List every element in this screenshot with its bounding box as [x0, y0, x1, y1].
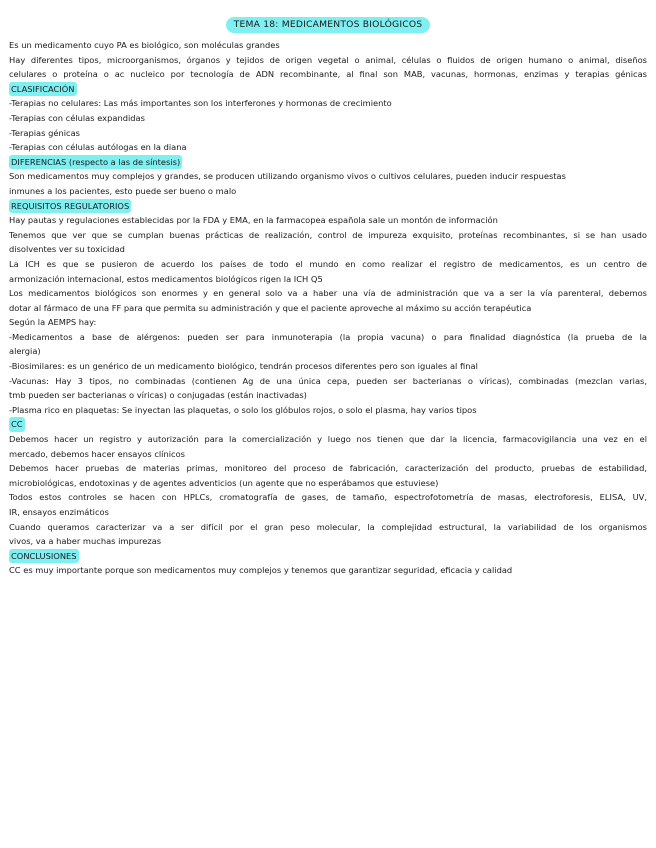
text-line: tmb pueden ser bacterianas o víricas) o conjugadas (están inactivadas) — [9, 390, 307, 401]
text-line: IR, ensayos enzimáticos — [9, 507, 109, 517]
text-line: Tenemos que ver que se cumplan buenas prácticas de realización, control de impureza exquisito, proteínas recombinantes, si se han usado — [9, 229, 647, 240]
text-line: -Vacunas: Hay 3 tipos, no combinadas (contienen Ag de una única cepa, pueden ser bacterianas o víricas), combinadas (mezclan varias, — [9, 375, 647, 386]
text-line: inmunes a los pacientes, esto puede ser bueno o malo — [9, 185, 237, 196]
section-heading-line — [9, 417, 647, 432]
text-line: CC es muy importante porque son medicamentos muy complejos y tenemos que garantizar seguridad, eficacia y calidad — [9, 565, 513, 576]
text-line: La ICH es que se pusieron de acuerdo los países de todo el mundo en como realizar el registro de medicamentos, es un centro de — [9, 258, 647, 269]
text-line: alergia) — [9, 346, 41, 357]
text-line: Todos estos controles se hacen con HPLCs, cromatografía de gases, de tamaño, espectrofotometría de masas, electroforesis, ELISA, UV, — [9, 492, 647, 503]
text-line: dotar al fármaco de una FF para que permita su administración y que el paciente aproveche al máximo su acción terapéutica — [9, 302, 532, 313]
text-line: vivos, va a haber muchas impurezas — [9, 536, 162, 547]
text-line: Son medicamentos muy complejos y grandes, se producen utilizando organismo vivos o cultivos celulares, pueden inducir respuestas — [9, 171, 566, 182]
section-heading: CLASIFICACIÓN — [9, 82, 77, 97]
text-line: -Terapias con células expandidas — [9, 112, 145, 123]
text-line: Es un medicamento cuyo PA es biológico, son moléculas grandes — [9, 40, 280, 50]
text-line: Cuando queramos caracterizar va a ser difícil por el gran peso molecular, la complejidad estructural, la variabilidad de los organismos — [9, 521, 647, 532]
section-heading-line — [9, 549, 647, 564]
title-wrapper — [0, 12, 656, 33]
section-heading-line — [9, 82, 647, 97]
section-heading: DIFERENCIAS (respecto a las de síntesis) — [9, 155, 182, 170]
text-line: Hay pautas y regulaciones establecidas por la FDA y EMA, en la farmacopea española sale un montón de información — [9, 215, 498, 226]
document-body — [9, 38, 647, 578]
text-line: celulares o proteína o ac nucleico por tecnología de ADN recombinante, al final son MAB, vacunas, hormonas, enzimas y terapias génicas — [9, 69, 647, 80]
section-heading-line — [9, 155, 647, 170]
text-line: -Terapias con células autólogas en la diana — [9, 142, 187, 153]
text-line: disolventes ver su toxicidad — [9, 244, 125, 255]
text-line: -Plasma rico en plaquetas: Se inyectan las plaquetas, o solo los glóbulos rojos, o solo el plasma, hay varios tipos — [9, 404, 477, 415]
section-heading: REQUISITOS REGULATORIOS — [9, 199, 131, 214]
page-title: TEMA 18: MEDICAMENTOS BIOLÓGICOS — [226, 17, 431, 33]
text-line: Hay diferentes tipos, microorganismos, órganos y tejidos de origen vegetal o animal, células o fluidos de origen humano o animal, diseños — [9, 54, 647, 65]
section-heading: CC — [9, 417, 25, 432]
text-line: mercado, debemos hacer ensayos clínicos — [9, 448, 186, 459]
text-line: armonización internacional, estos medicamentos biológicos rigen la ICH Q5 — [9, 273, 323, 284]
text-line: -Biosimilares: es un genérico de un medicamento biológico, tendrán procesos diferentes pero son iguales al final — [9, 361, 478, 372]
text-line: -Terapias génicas — [9, 127, 81, 138]
text-line: Según la AEMPS hay: — [9, 317, 97, 328]
text-line: Los medicamentos biológicos son enormes y en general solo va a haber una vía de administración que va a ser la vía parenteral, debemos — [9, 288, 647, 299]
text-line: Debemos hacer pruebas de materias primas, monitoreo del proceso de fabricación, caracterización del producto, pruebas de estabilidad, — [9, 463, 647, 474]
text-line: -Terapias no celulares: Las más importantes son los interferones y hormonas de crecimiento — [9, 98, 392, 109]
text-line: Debemos hacer un registro y autorización para la comercialización y luego nos tienen que dar la licencia, farmacovigilancia una vez en el — [9, 434, 647, 445]
section-heading: CONCLUSIONES — [9, 549, 79, 564]
text-line: microbiológicas, endotoxinas y de agentes adventicios (un agente que no esperábamos que estuviese) — [9, 477, 439, 488]
text-line: -Medicamentos a base de alérgenos: pueden ser para inmunoterapia (la propia vacuna) o para finalidad diagnóstica (la prueba de la — [9, 331, 647, 342]
section-heading-line — [9, 199, 647, 214]
